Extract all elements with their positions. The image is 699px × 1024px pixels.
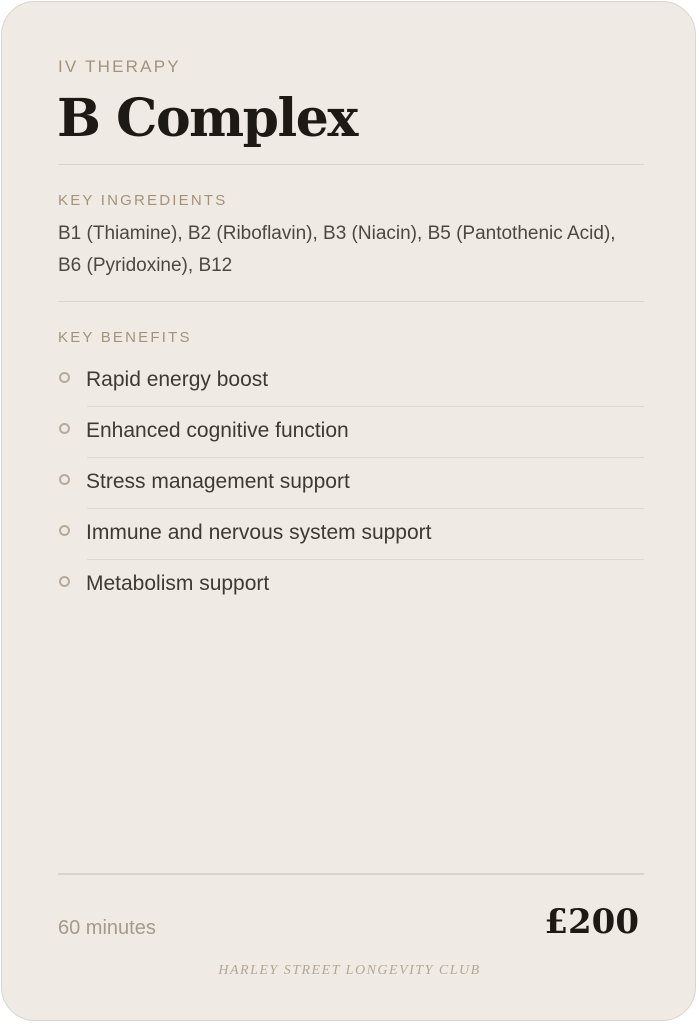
circle-bullet-icon (59, 423, 70, 434)
treatment-title: B Complex (57, 88, 357, 149)
list-item (58, 560, 644, 611)
circle-bullet-icon (59, 372, 70, 383)
benefit-text: Rapid energy boost (86, 368, 269, 391)
price-text: £200 (544, 902, 639, 942)
brand-footer: HARLEY STREET LONGEVITY CLUB (218, 963, 481, 978)
footer-divider (58, 873, 644, 875)
benefit-text: Metabolism support (86, 572, 270, 595)
title-divider (58, 164, 644, 165)
category-label: IV THERAPY (58, 57, 181, 76)
circle-bullet-icon (59, 576, 70, 587)
duration-text: 60 minutes (58, 917, 156, 939)
list-item (58, 407, 644, 458)
ingredients-heading: KEY INGREDIENTS (58, 192, 228, 209)
circle-bullet-icon (59, 525, 70, 536)
benefit-text: Enhanced cognitive function (86, 419, 349, 442)
circle-bullet-icon (59, 474, 70, 485)
list-item (58, 509, 644, 560)
treatment-card (1, 1, 696, 1021)
list-item (58, 458, 644, 509)
benefits-heading: KEY BENEFITS (58, 329, 192, 346)
list-item (58, 356, 644, 407)
benefit-text: Stress management support (86, 470, 350, 493)
ingredients-divider (58, 301, 644, 302)
benefit-text: Immune and nervous system support (86, 521, 432, 544)
benefits-list (58, 356, 644, 611)
ingredients-text: B1 (Thiamine), B2 (Riboflavin), B3 (Niacin), B5 (Pantothenic Acid), B6 (Pyridoxine), B12 (58, 223, 616, 276)
